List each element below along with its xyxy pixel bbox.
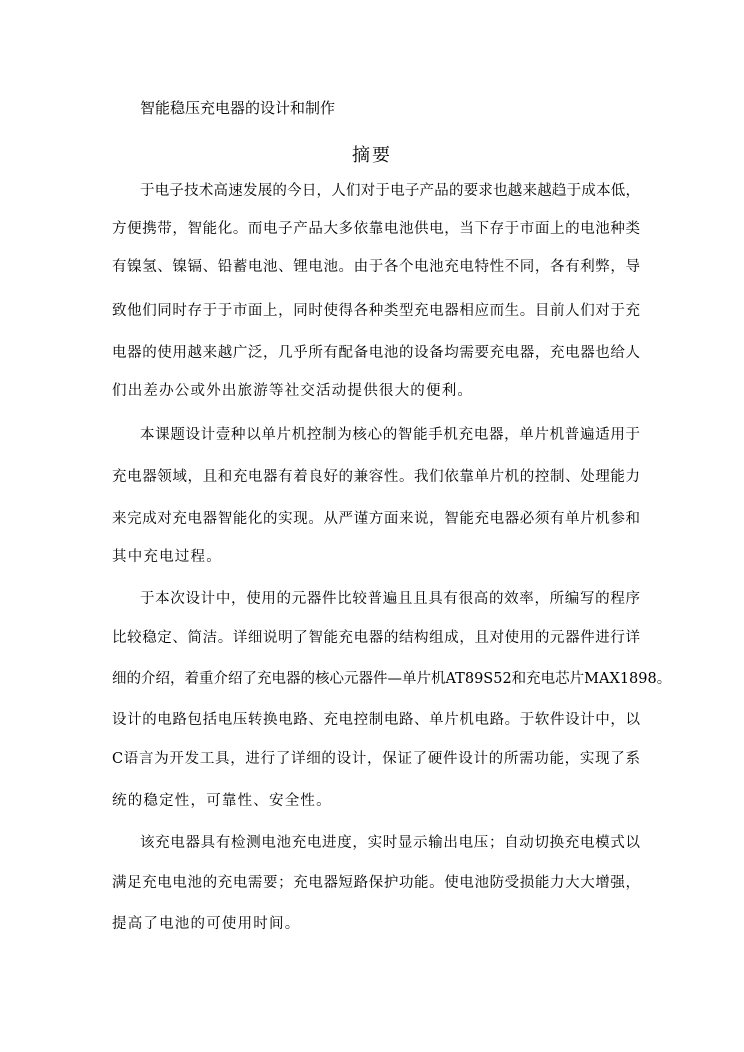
paragraph-3-line-5: C语言为开发工具，进行了详细的设计，保证了硬件设计的所需功能，实现了系 [112, 751, 640, 767]
paragraph-2-line-3: 来完成对充电器智能化的实现。从严谨方面来说，智能充电器必须有单片机参和 [112, 511, 640, 527]
document-title: 智能稳压充电器的设计和制作 [140, 99, 336, 117]
paragraph-3-line-3: 细的介绍，着重介绍了充电器的核心元器件—单片机AT89S52和充电芯片MAX1898。 [112, 671, 672, 687]
paragraph-1-line-4: 致他们同时存于于市面上，同时使得各种类型充电器相应而生。目前人们对于充 [112, 303, 640, 319]
paragraph-3-line-4: 设计的电路包括电压转换电路、充电控制电路、单片机电路。于软件设计中，以 [112, 712, 640, 728]
paragraph-1-line-2: 方便携带，智能化。而电子产品大多依靠电池供电，当下存于市面上的电池种类 [112, 221, 640, 237]
paragraph-2-line-2: 充电器领域，且和充电器有着良好的兼容性。我们依靠单片机的控制、处理能力 [112, 469, 640, 485]
paragraph-1-line-6: 们出差办公或外出旅游等社交活动提供很大的便利。 [112, 383, 474, 399]
paragraph-3-line-6: 统的稳定性，可靠性、安全性。 [112, 793, 332, 809]
abstract-heading: 摘要 [352, 145, 392, 166]
paragraph-3-line-1: 于本次设计中，使用的元器件比较普遍且且具有很高的效率，所编写的程序 [140, 591, 640, 607]
paragraph-1-line-3: 有镍氢、镍镉、铅蓄电池、锂电池。由于各个电池充电特性不同，各有利弊，导 [112, 259, 640, 275]
paragraph-4-line-3: 提高了电池的可使用时间。 [112, 916, 301, 932]
paragraph-2-line-4: 其中充电过程。 [112, 549, 222, 565]
paragraph-3-line-2: 比较稳定、简洁。详细说明了智能充电器的结构组成，且对使用的元器件进行详 [112, 630, 640, 646]
paragraph-4-line-1: 该充电器具有检测电池充电进度，实时显示输出电压；自动切换充电模式以 [140, 835, 640, 851]
paragraph-1-line-1: 于电子技术高速发展的今日，人们对于电子产品的要求也越来越趋于成本低， [140, 183, 640, 199]
paragraph-4-line-2: 满足充电电池的充电需要；充电器短路保护功能。使电池防受损能力大大增强， [112, 875, 640, 891]
paragraph-1-line-5: 电器的使用越来越广泛，几乎所有配备电池的设备均需要充电器，充电器也给人 [112, 345, 640, 361]
paragraph-2-line-1: 本课题设计壹种以单片机控制为核心的智能手机充电器，单片机普遍适用于 [140, 427, 640, 443]
